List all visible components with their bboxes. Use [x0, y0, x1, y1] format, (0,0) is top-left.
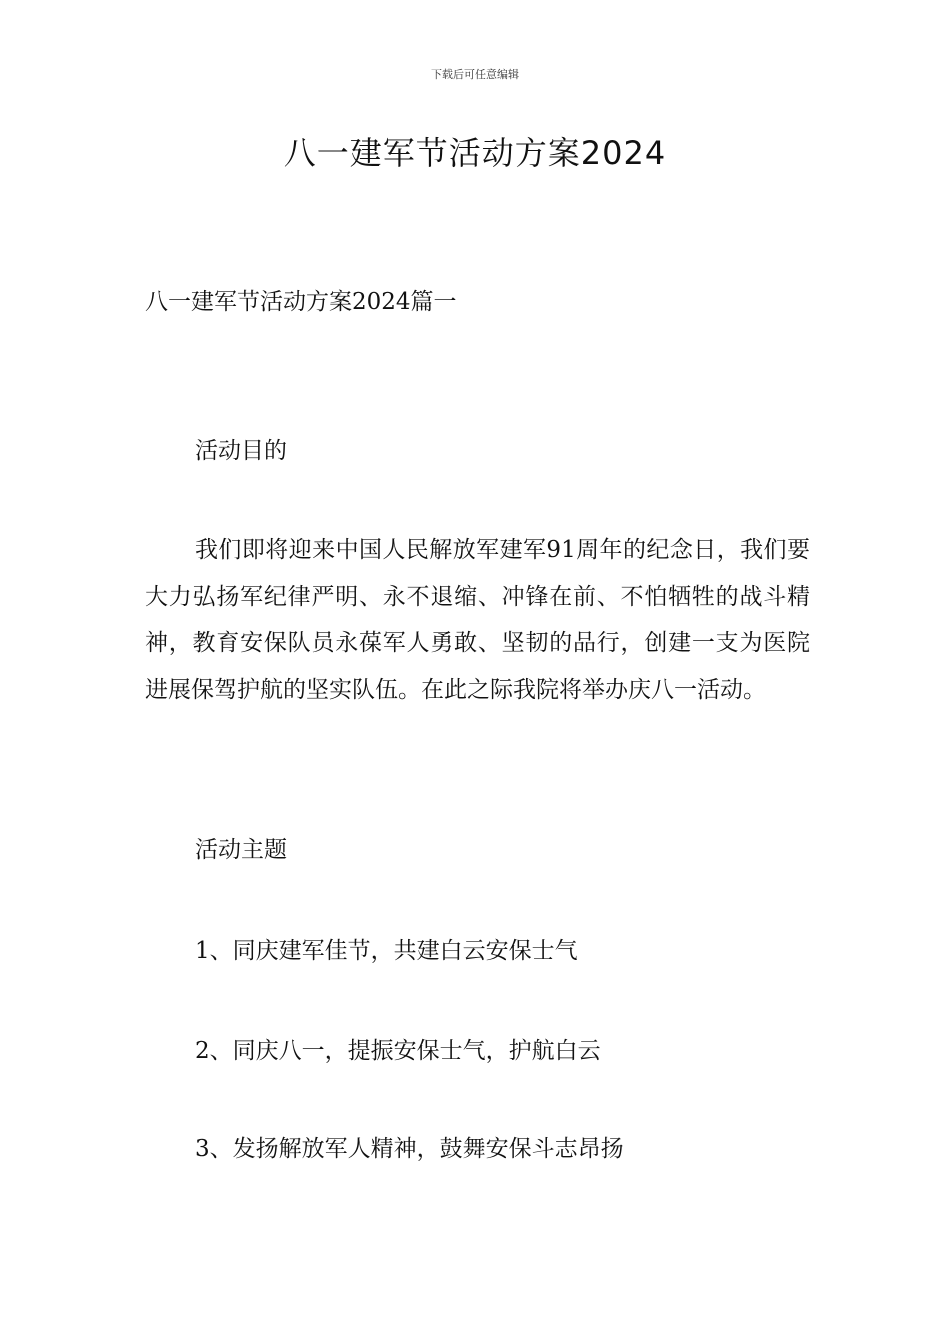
document-subtitle: 八一建军节活动方案2024篇一 — [145, 289, 457, 315]
section-heading-purpose: 活动目的 — [195, 438, 287, 464]
purpose-paragraph: 我们即将迎来中国人民解放军建军91周年的纪念日，我们要大力弘扬军纪律严明、永不退缩、冲锋在前、不怕牺牲的战斗精神，教育安保队员永葆军人勇敢、坚韧的品行，创建一支为医院进展保驾护航的坚实队伍。在此之际我院将举办庆八一活动。 — [145, 537, 810, 703]
theme-item: 3、发扬解放军人精神，鼓舞安保斗志昂扬 — [195, 1136, 624, 1162]
theme-item: 1、同庆建军佳节，共建白云安保士气 — [195, 938, 578, 964]
document-title: 八一建军节活动方案2024 — [283, 134, 667, 172]
section-heading-theme: 活动主题 — [195, 837, 287, 863]
theme-item: 2、同庆八一，提振安保士气，护航白云 — [195, 1038, 601, 1064]
header-note: 下载后可任意编辑 — [431, 68, 519, 81]
